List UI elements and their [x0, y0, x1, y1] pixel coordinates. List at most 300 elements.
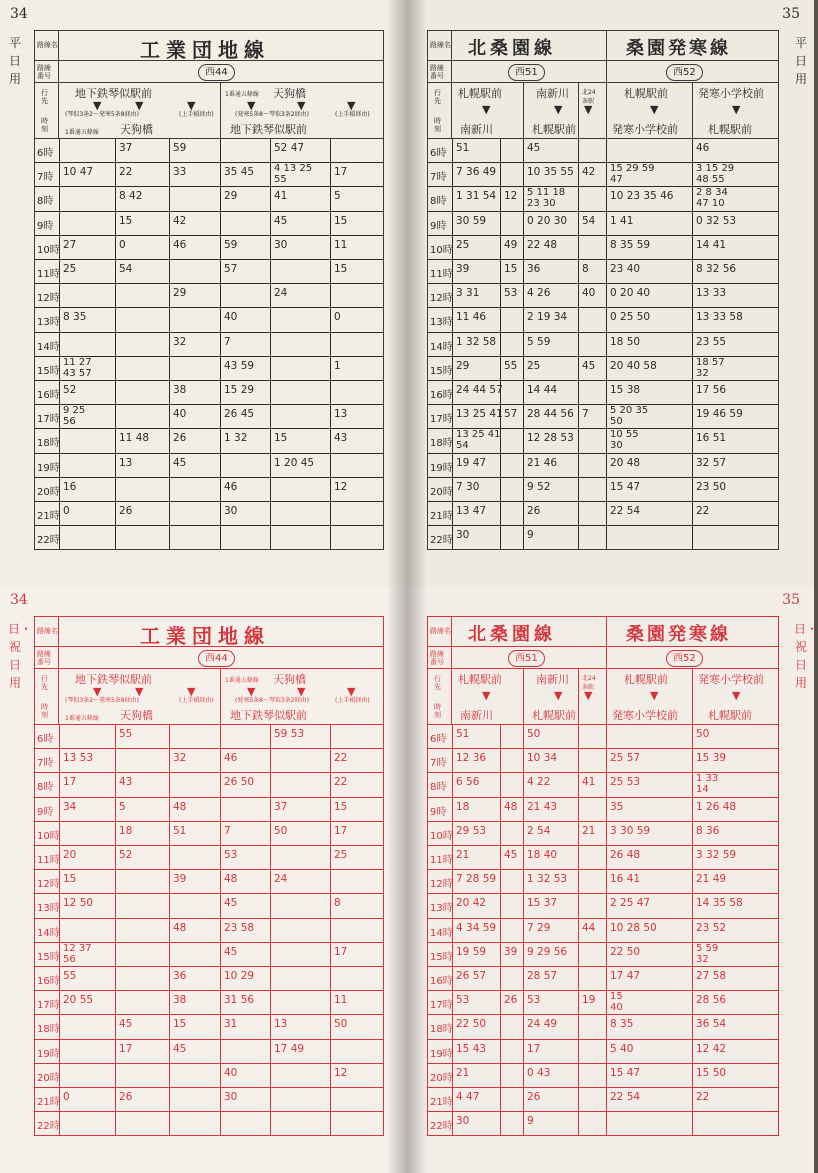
departure-minutes: 1 26 48	[696, 800, 737, 813]
departure-minutes: 24 44 57	[456, 384, 503, 396]
departure-minutes: 12 42	[696, 1042, 727, 1055]
departure-minutes: 5 59 32	[696, 942, 719, 965]
departure-minutes: 18	[119, 824, 133, 837]
departure-minutes: 22	[334, 752, 348, 765]
departure-minutes: 51	[456, 728, 470, 740]
departure-minutes: 45	[527, 142, 541, 154]
departure-minutes: 29 53	[456, 824, 487, 837]
page-number: 34	[10, 592, 28, 608]
departure-minutes: 18 40	[527, 849, 558, 861]
hour-label: 20時	[37, 486, 60, 498]
page-number: 34	[10, 6, 28, 22]
departure-minutes: 40	[173, 408, 187, 421]
departure-minutes: 8 35	[610, 1018, 634, 1031]
departure-minutes: 0 20 30	[527, 214, 568, 227]
departure-minutes: 21 46	[527, 456, 558, 469]
departure-minutes: 10 47	[63, 166, 94, 179]
departure-minutes: 52	[63, 384, 77, 396]
route-number-badge: 西44	[198, 650, 235, 667]
hour-row	[428, 260, 778, 284]
departure-minutes: 23 58	[224, 921, 255, 934]
departure-minutes: 7	[224, 824, 231, 837]
departure-minutes: 5 40	[610, 1042, 634, 1055]
departure-minutes: 12 36	[456, 752, 487, 765]
departure-minutes: 15 29	[224, 384, 255, 396]
departure-minutes: 4 13 25 55	[274, 163, 313, 186]
hour-label: 20時	[430, 486, 453, 498]
hour-row	[35, 405, 383, 429]
departure-minutes: 15	[334, 214, 348, 227]
departure-minutes: 54	[582, 214, 596, 227]
hour-row	[428, 139, 778, 163]
departure-minutes: 8 42	[119, 190, 143, 203]
route-number-badge: 西51	[508, 64, 545, 81]
departure-minutes: 50	[274, 824, 288, 837]
route-number-label: 路線番号	[37, 650, 51, 666]
hour-row	[35, 725, 383, 749]
departure-minutes: 53	[504, 287, 518, 300]
departure-minutes: 5	[334, 190, 341, 203]
hour-label: 8時	[37, 782, 54, 794]
hour-label: 10時	[430, 830, 453, 842]
hour-row	[428, 429, 778, 453]
departure-minutes: 17	[527, 1042, 541, 1055]
departure-minutes: 33	[173, 166, 187, 179]
hour-row	[428, 822, 778, 846]
dest-bottom-col2: 札幌駅前	[532, 709, 576, 722]
departure-minutes: 15 29 59 47	[610, 163, 655, 186]
dest-top-col1: 札幌駅前	[458, 673, 502, 686]
departure-minutes: 4 34 59	[456, 921, 497, 934]
book-gutter	[407, 0, 427, 587]
departure-minutes: 22 54	[610, 1091, 641, 1103]
departure-minutes: 26 45	[224, 408, 255, 421]
hour-row	[35, 1112, 383, 1136]
departure-minutes: 15 43	[456, 1042, 487, 1055]
dest-top-col5: 発寒小学校前	[698, 87, 764, 100]
departure-minutes: 0 32 53	[696, 214, 737, 227]
departure-minutes: 10 55 30	[610, 429, 639, 452]
departure-minutes: 17	[334, 824, 348, 837]
departure-minutes: 25	[456, 238, 470, 251]
departure-minutes: 8 35	[63, 311, 87, 324]
departure-minutes: 19	[582, 994, 596, 1007]
departure-minutes: 18 57 32	[696, 356, 725, 379]
departure-minutes: 46	[224, 752, 238, 765]
departure-minutes: 44	[582, 921, 596, 934]
departure-minutes: 15 47	[610, 480, 641, 493]
hour-row	[35, 749, 383, 773]
departure-minutes: 15	[334, 800, 348, 813]
departure-minutes: 57	[504, 408, 518, 421]
departure-minutes: 39	[173, 873, 187, 886]
departure-minutes: 27 58	[696, 970, 727, 982]
hour-label: 7時	[430, 172, 447, 184]
hour-row	[35, 1064, 383, 1088]
arrow-down-icon: ▼	[732, 103, 741, 116]
departure-minutes: 34	[63, 800, 77, 813]
timetable-page-weekday-right	[407, 0, 814, 587]
timetable-grid	[34, 616, 384, 1136]
arrow-down-icon: ▼	[347, 685, 356, 698]
arrow-down-icon: ▼	[482, 689, 491, 702]
departure-minutes: 0	[63, 505, 70, 517]
timetable-page-holiday-left	[0, 586, 407, 1173]
hour-row	[35, 1040, 383, 1064]
route-number-label: 路線番号	[37, 64, 51, 80]
dest-top-col3: 天狗橋	[273, 673, 306, 686]
dest-top-col3: 北24条駅	[582, 675, 596, 691]
departure-minutes: 10 35 55	[527, 166, 574, 179]
departure-minutes: 9 25 56	[63, 405, 86, 428]
arrow-down-icon: ▼	[297, 99, 306, 112]
departure-minutes: 0 25 50	[610, 311, 651, 324]
hour-row	[428, 333, 778, 357]
hour-row	[428, 1015, 778, 1039]
hour-row	[35, 236, 383, 260]
departure-minutes: 4 22	[527, 776, 551, 789]
departure-minutes: 31	[224, 1018, 238, 1031]
arrow-down-icon: ▼	[187, 685, 196, 698]
hour-row	[428, 967, 778, 991]
hour-label: 13時	[430, 903, 453, 915]
dest-top-col1: 地下鉄琴似駅前	[75, 87, 152, 100]
hour-row	[35, 381, 383, 405]
hour-label: 11時	[430, 269, 453, 280]
hour-label: 7時	[37, 758, 54, 770]
hour-label: 10時	[37, 830, 60, 842]
hour-row	[428, 187, 778, 211]
dest-bottom-col4: 発寒小学校前	[612, 709, 678, 722]
hour-label: 16時	[37, 390, 60, 401]
dest-top-col4: 札幌駅前	[624, 87, 668, 100]
hour-row	[35, 212, 383, 236]
hour-row	[428, 870, 778, 894]
departure-minutes: 16 41	[610, 873, 641, 886]
departure-minutes: 50	[527, 728, 541, 740]
departure-minutes: 25	[527, 359, 541, 372]
departure-minutes: 17 49	[274, 1042, 305, 1055]
departure-minutes: 26	[119, 1091, 133, 1103]
hour-label: 15時	[37, 365, 60, 377]
line-name-2: 桑園発寒線	[626, 38, 731, 59]
hour-row	[35, 284, 383, 308]
route-name-label: 路線名	[430, 41, 451, 49]
hour-label: 6時	[430, 148, 447, 159]
departure-minutes: 9 29 56	[527, 945, 568, 958]
hour-label: 時刻	[434, 117, 441, 133]
departure-minutes: 41	[582, 776, 596, 789]
departure-minutes: 25 53	[610, 776, 641, 789]
dest-top-col5: 発寒小学校前	[698, 673, 764, 686]
departure-minutes: 22 50	[456, 1018, 487, 1031]
departure-minutes: 31 56	[224, 994, 255, 1007]
operator-note-col3: 1番通五條線	[225, 677, 259, 684]
departure-minutes: 24	[274, 873, 288, 886]
departure-minutes: 9 52	[527, 480, 551, 493]
departure-minutes: 10 29	[224, 970, 255, 982]
hour-row	[428, 502, 778, 526]
arrow-down-icon: ▼	[650, 103, 659, 116]
departure-minutes: 32	[173, 335, 187, 348]
departure-minutes: 18	[456, 800, 470, 813]
hour-row	[35, 308, 383, 332]
hour-row	[35, 429, 383, 453]
departure-minutes: 6 56	[456, 776, 480, 789]
arrow-down-icon: ▼	[297, 685, 306, 698]
hour-label: 時刻	[41, 703, 48, 719]
hour-label: 7時	[430, 758, 447, 770]
destination-label: 行先	[434, 89, 441, 105]
hour-row	[35, 163, 383, 187]
departure-minutes: 12 37 56	[63, 942, 92, 965]
dest-bottom-col5: 札幌駅前	[708, 709, 752, 722]
departure-minutes: 21	[456, 1066, 470, 1079]
departure-minutes: 19 59	[456, 945, 487, 958]
arrow-down-icon: ▼	[347, 99, 356, 112]
departure-minutes: 15 40	[610, 991, 623, 1014]
departure-minutes: 19 47	[456, 456, 487, 469]
hour-label: 8時	[430, 782, 447, 794]
timetable-body	[428, 139, 778, 549]
hour-label: 18時	[430, 1024, 453, 1036]
hour-label: 6時	[430, 734, 447, 745]
departure-minutes: 29	[173, 287, 187, 300]
departure-minutes: 17 47	[610, 970, 641, 982]
departure-minutes: 38	[173, 384, 187, 396]
departure-minutes: 13 53	[63, 752, 94, 765]
route-number-badge: 西51	[508, 650, 545, 667]
departure-minutes: 24	[274, 287, 288, 300]
hour-label: 12時	[37, 293, 60, 305]
departure-minutes: 26 48	[610, 849, 641, 861]
arrow-down-icon: ▼	[732, 689, 741, 702]
dest-top-col3: 天狗橋	[273, 87, 306, 100]
departure-minutes: 12	[334, 480, 348, 493]
hour-row	[428, 798, 778, 822]
hour-row	[428, 478, 778, 502]
departure-minutes: 27	[63, 238, 77, 251]
arrow-down-icon: ▼	[554, 689, 563, 702]
hour-row	[35, 502, 383, 526]
arrow-down-icon: ▼	[93, 685, 102, 698]
departure-minutes: 59	[224, 238, 238, 251]
hour-row	[35, 822, 383, 846]
hour-row	[428, 212, 778, 236]
hour-row	[35, 773, 383, 797]
book-gutter	[387, 0, 407, 587]
hour-label: 21時	[430, 1097, 453, 1108]
departure-minutes: 5 20 35 50	[610, 405, 649, 428]
dest-bottom-col4: 発寒小学校前	[612, 123, 678, 136]
departure-minutes: 8 35 59	[610, 238, 651, 251]
departure-minutes: 40	[224, 311, 238, 324]
hour-row	[35, 1088, 383, 1112]
departure-minutes: 57	[224, 263, 238, 275]
hour-label: 12時	[37, 879, 60, 891]
hour-label: 22時	[37, 1121, 60, 1133]
hour-label: 9時	[37, 220, 54, 232]
departure-minutes: 25	[334, 849, 348, 861]
hour-label: 13時	[37, 903, 60, 915]
departure-minutes: 30	[456, 529, 470, 542]
hour-row	[35, 967, 383, 991]
departure-minutes: 18 50	[610, 335, 641, 348]
departure-minutes: 59 53	[274, 728, 305, 740]
hour-label: 19時	[37, 462, 60, 474]
departure-minutes: 22 50	[610, 945, 641, 958]
departure-minutes: 19 46 59	[696, 408, 743, 421]
departure-minutes: 22	[334, 776, 348, 789]
departure-minutes: 17	[334, 945, 348, 958]
route-number-badge: 西44	[198, 64, 235, 81]
departure-minutes: 12 28 53	[527, 432, 574, 445]
page-number: 35	[782, 6, 800, 22]
hour-label: 8時	[37, 196, 54, 208]
arrow-down-icon: ▼	[247, 99, 256, 112]
departure-minutes: 22 48	[527, 238, 558, 251]
hour-row	[428, 236, 778, 260]
departure-minutes: 43	[119, 776, 133, 789]
departure-minutes: 1 32 53	[527, 873, 568, 886]
departure-minutes: 35 45	[224, 166, 255, 179]
hour-row	[35, 870, 383, 894]
destination-label: 行先	[434, 675, 441, 691]
via-note-col1: (琴似3条2～発寒5条8経由)	[65, 697, 139, 704]
hour-label: 22時	[430, 535, 453, 547]
departure-minutes: 17 56	[696, 384, 727, 396]
departure-minutes: 21 43	[527, 800, 558, 813]
hour-row	[428, 773, 778, 797]
hour-row	[35, 846, 383, 870]
departure-minutes: 30	[224, 1091, 238, 1103]
departure-minutes: 16 51	[696, 432, 727, 445]
hour-label: 17時	[37, 414, 60, 426]
hour-label: 15時	[430, 365, 453, 377]
departure-minutes: 0	[63, 1091, 70, 1103]
departure-minutes: 5 11 18 23 30	[527, 187, 566, 210]
book-gutter	[407, 586, 427, 1173]
departure-minutes: 17	[334, 166, 348, 179]
departure-minutes: 53	[456, 994, 470, 1007]
hour-row	[35, 454, 383, 478]
hour-row	[428, 919, 778, 943]
departure-minutes: 14 35 58	[696, 897, 743, 910]
hour-row	[428, 991, 778, 1015]
departure-minutes: 0 43	[527, 1066, 551, 1079]
departure-minutes: 23 52	[696, 921, 727, 934]
departure-minutes: 39	[456, 263, 470, 275]
departure-minutes: 42	[173, 214, 187, 227]
departure-minutes: 13 25 41 54	[456, 429, 501, 452]
timetable-grid	[427, 616, 779, 1136]
arrow-down-icon: ▼	[482, 103, 491, 116]
departure-minutes: 59	[173, 142, 187, 154]
departure-minutes: 11 48	[119, 432, 150, 445]
departure-minutes: 1 32 58	[456, 335, 497, 348]
departure-minutes: 1 20 45	[274, 456, 315, 469]
hour-row	[428, 943, 778, 967]
departure-minutes: 50	[696, 728, 710, 740]
timetable-body	[35, 725, 383, 1135]
departure-minutes: 3 32 59	[696, 849, 737, 861]
dest-bottom-col1: 南新川	[460, 123, 493, 136]
hour-row	[428, 846, 778, 870]
line-name-1: 北桑園線	[468, 38, 556, 59]
operator-note-col1: 1番通五條線	[65, 715, 99, 722]
departure-minutes: 5 59	[527, 335, 551, 348]
hour-label: 11時	[37, 855, 60, 866]
arrow-down-icon: ▼	[187, 99, 196, 112]
hour-label: 16時	[430, 976, 453, 987]
departure-minutes: 15	[274, 432, 288, 445]
timetable-grid	[427, 30, 779, 550]
hour-row	[428, 308, 778, 332]
departure-minutes: 54	[119, 263, 133, 275]
hour-row	[428, 894, 778, 918]
hour-row	[428, 749, 778, 773]
dest-bottom-col1: 天狗橋	[120, 709, 153, 722]
departure-minutes: 10 34	[527, 752, 558, 765]
hour-label: 9時	[430, 806, 447, 818]
departure-minutes: 11	[334, 238, 348, 251]
departure-minutes: 36 54	[696, 1018, 727, 1031]
hour-row	[35, 139, 383, 163]
departure-minutes: 1 33 14	[696, 773, 719, 796]
hour-label: 時刻	[434, 703, 441, 719]
day-type-label: 平日用	[794, 36, 807, 86]
hour-label: 6時	[37, 734, 54, 745]
departure-minutes: 3 31	[456, 287, 480, 300]
hour-label: 13時	[37, 317, 60, 329]
hour-label: 11時	[430, 855, 453, 866]
departure-minutes: 11 46	[456, 311, 487, 324]
destination-label: 行先	[41, 89, 48, 105]
departure-minutes: 12 50	[63, 897, 94, 910]
route-number-label: 路線番号	[430, 64, 444, 80]
hour-label: 14時	[37, 927, 60, 939]
departure-minutes: 32 57	[696, 456, 727, 469]
hour-label: 21時	[430, 511, 453, 522]
departure-minutes: 30	[274, 238, 288, 251]
dest-top-col1: 札幌駅前	[458, 87, 502, 100]
departure-minutes: 7	[224, 335, 231, 348]
dest-bottom-col1: 南新川	[460, 709, 493, 722]
departure-minutes: 51	[456, 142, 470, 154]
departure-minutes: 2 25 47	[610, 897, 651, 910]
departure-minutes: 21	[582, 824, 596, 837]
hour-label: 14時	[430, 341, 453, 353]
departure-minutes: 15	[334, 263, 348, 275]
departure-minutes: 20 40 58	[610, 359, 657, 372]
arrow-down-icon: ▼	[554, 103, 563, 116]
departure-minutes: 26 57	[456, 970, 487, 982]
departure-minutes: 45	[582, 359, 596, 372]
operator-note-col3: 1番通五條線	[225, 91, 259, 98]
departure-minutes: 23 55	[696, 335, 727, 348]
departure-minutes: 10 23 35 46	[610, 190, 674, 203]
departure-minutes: 15 38	[610, 384, 641, 396]
departure-minutes: 43	[334, 432, 348, 445]
hour-row	[428, 1112, 778, 1136]
departure-minutes: 8 32 56	[696, 263, 737, 275]
departure-minutes: 30	[224, 505, 238, 517]
departure-minutes: 28 57	[527, 970, 558, 982]
departure-minutes: 30	[456, 1115, 470, 1128]
hour-label: 14時	[37, 341, 60, 353]
hour-row	[35, 943, 383, 967]
hour-row	[428, 1064, 778, 1088]
